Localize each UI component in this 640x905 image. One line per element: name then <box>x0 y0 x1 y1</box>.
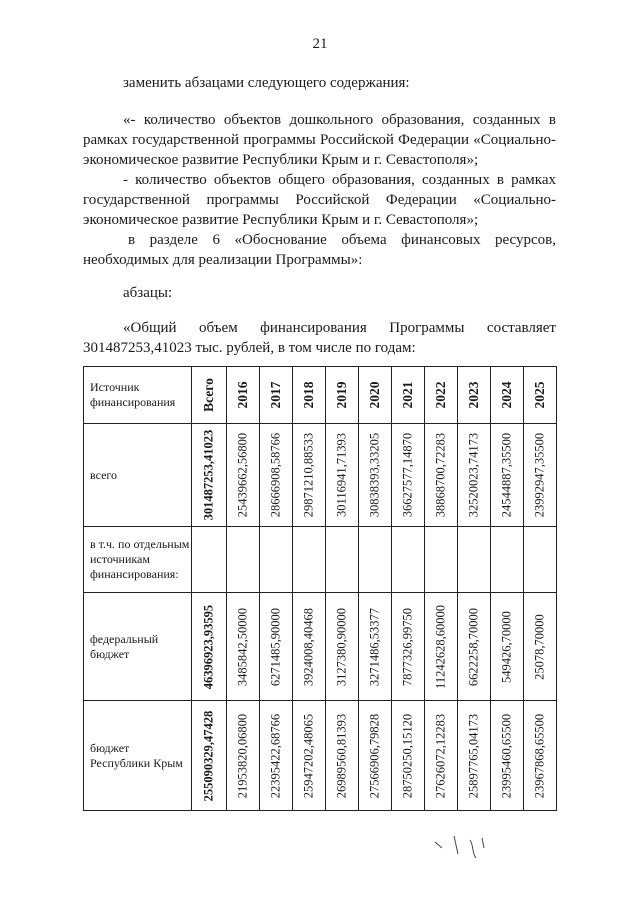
table-cell: 3485842,50000 <box>227 593 260 701</box>
table-cell: 25897765,04173 <box>458 701 491 811</box>
header-year-2018: 2018 <box>293 367 326 424</box>
table-cell: 255090329,47428 <box>192 701 227 811</box>
page-number: 21 <box>312 36 328 52</box>
table-cell: 22395422,68766 <box>260 701 293 811</box>
table-cell: 23967868,65500 <box>524 701 557 811</box>
financing-table <box>83 366 557 811</box>
paragraph-total-line1: «Общий объем финансирования Программы составляет <box>123 320 556 336</box>
table-cell <box>524 527 557 593</box>
row-label-total: всего <box>84 424 192 527</box>
row-label-by-source: в т.ч. по отдельным источникам финансирования: <box>84 527 192 593</box>
row-label-federal: федеральный бюджет <box>84 593 192 701</box>
header-year-2021: 2021 <box>392 367 425 424</box>
paragraph-total-line2: 301487253,41023 тыс. рублей, в том числе по годам: <box>83 340 416 356</box>
paragraph-replace-intro: заменить абзацами следующего содержания: <box>123 75 410 91</box>
header-year-2023: 2023 <box>458 367 491 424</box>
table-cell <box>491 527 524 593</box>
paragraph-general-line1: - количество объектов общего образования, созданных в рамках <box>123 172 556 188</box>
table-header-row <box>84 367 557 424</box>
table-row <box>84 593 557 701</box>
table-cell: 38868700,72283 <box>425 424 458 527</box>
table-cell <box>260 527 293 593</box>
table-cell: 25439662,56800 <box>227 424 260 527</box>
table-row <box>84 701 557 811</box>
header-total: Всего <box>192 367 227 424</box>
table-cell: 30838393,33205 <box>359 424 392 527</box>
paragraph-preschool-line1: «- количество объектов дошкольного образования, созданных в <box>123 112 556 128</box>
table-cell: 11242628,60000 <box>425 593 458 701</box>
paragraph-section6-line2: необходимых для реализации Программы»: <box>83 252 363 268</box>
table-cell: 3127380,90000 <box>326 593 359 701</box>
table-cell: 30116941,71393 <box>326 424 359 527</box>
header-source-label: Источник финансирования <box>84 367 192 424</box>
paragraph-preschool-line2: рамках государственной программы Российской Федерации «Социально- <box>83 132 556 148</box>
table-row <box>84 527 557 593</box>
paragraph-abzacy: абзацы: <box>123 285 173 301</box>
table-cell: 21953820,06800 <box>227 701 260 811</box>
table-cell <box>392 527 425 593</box>
table-cell: 29871210,88533 <box>293 424 326 527</box>
table-cell: 7877326,99750 <box>392 593 425 701</box>
header-year-2025: 2025 <box>524 367 557 424</box>
table-cell <box>293 527 326 593</box>
table-cell: 32520023,74173 <box>458 424 491 527</box>
table-cell: 24544887,35500 <box>491 424 524 527</box>
table-cell: 25947202,48065 <box>293 701 326 811</box>
table-cell: 27566906,79828 <box>359 701 392 811</box>
header-year-2017: 2017 <box>260 367 293 424</box>
table-cell: 23995460,65500 <box>491 701 524 811</box>
table-cell <box>192 527 227 593</box>
table-cell: 6622258,70000 <box>458 593 491 701</box>
table-cell <box>326 527 359 593</box>
table-cell <box>227 527 260 593</box>
paragraph-general-line3: экономическое развитие Республики Крым и г. Севастополя»; <box>83 212 479 228</box>
header-year-2024: 2024 <box>491 367 524 424</box>
table-cell: 36627577,14870 <box>392 424 425 527</box>
table-cell: 28750250,15120 <box>392 701 425 811</box>
paragraph-section6-line1: в разделе 6 «Обоснование объема финансовых ресурсов, <box>128 232 556 248</box>
table-cell: 301487253,41023 <box>192 424 227 527</box>
table-cell: 23992947,35500 <box>524 424 557 527</box>
header-year-2020: 2020 <box>359 367 392 424</box>
table-cell: 25078,70000 <box>524 593 557 701</box>
table-cell: 6271485,90000 <box>260 593 293 701</box>
table-cell: 46396923,93595 <box>192 593 227 701</box>
signature-mark <box>430 828 500 868</box>
table-row <box>84 424 557 527</box>
table-cell: 27626072,12283 <box>425 701 458 811</box>
table-cell: 3271486,53377 <box>359 593 392 701</box>
paragraph-preschool-line3: экономическое развитие Республики Крым и г. Севастополя»; <box>83 152 479 168</box>
table-cell <box>359 527 392 593</box>
table-cell: 549426,70000 <box>491 593 524 701</box>
header-year-2016: 2016 <box>227 367 260 424</box>
table-cell <box>458 527 491 593</box>
header-year-2022: 2022 <box>425 367 458 424</box>
table-cell: 28666908,58766 <box>260 424 293 527</box>
table-cell: 26989560,81393 <box>326 701 359 811</box>
header-year-2019: 2019 <box>326 367 359 424</box>
paragraph-general-line2: государственной программы Российской Федерации «Социально- <box>83 192 556 208</box>
table-cell <box>425 527 458 593</box>
row-label-crimea-budget: бюджет Республики Крым <box>84 701 192 811</box>
table-cell: 3924008,40468 <box>293 593 326 701</box>
